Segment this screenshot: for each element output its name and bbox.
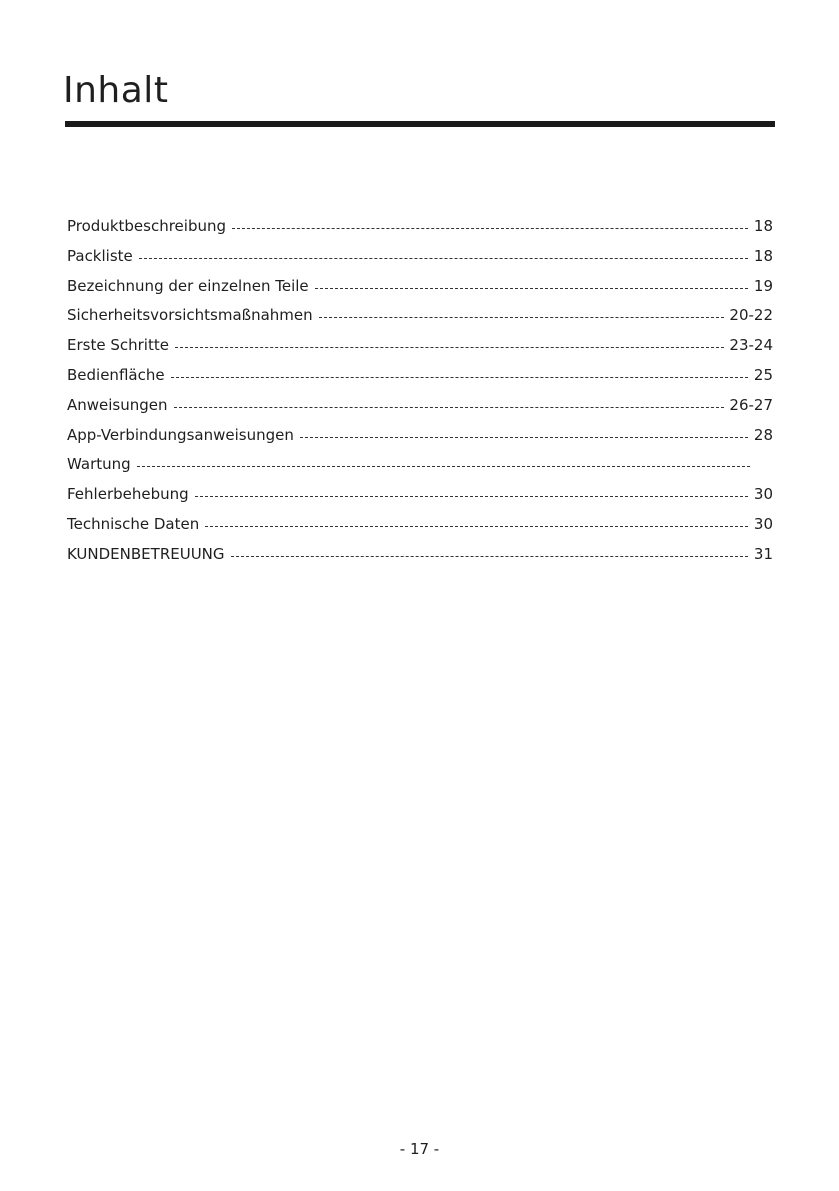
- toc-dot-leader: [315, 288, 748, 289]
- toc-entry-page: 20-22: [729, 306, 773, 325]
- page-title: Inhalt: [63, 70, 169, 111]
- toc-entry-label: Sicherheitsvorsichtsmaßnahmen: [67, 306, 313, 325]
- toc-entry[interactable]: [67, 391, 773, 421]
- toc-entry[interactable]: [67, 510, 773, 540]
- toc-entry-label: App-Verbindungsanweisungen: [67, 425, 294, 444]
- toc-entry-page: 31: [753, 544, 773, 563]
- toc-entry-page: 19: [753, 276, 773, 295]
- toc-dot-leader: [231, 556, 748, 557]
- toc-entry-page: 18: [753, 217, 773, 235]
- toc-entry[interactable]: [67, 301, 773, 331]
- toc-entry-page: 26-27: [729, 395, 773, 414]
- toc-dot-leader: [232, 228, 748, 229]
- toc-entry-label: Wartung: [67, 455, 131, 474]
- toc-entry[interactable]: [67, 242, 773, 272]
- toc-entry-page: 30: [753, 514, 773, 533]
- toc-entry-label: Bedienfläche: [67, 365, 165, 384]
- toc-entry[interactable]: [67, 212, 773, 242]
- toc-entry-page: 28: [753, 425, 773, 444]
- toc-entry-label: Bezeichnung der einzelnen Teile: [67, 276, 309, 295]
- toc-entry[interactable]: [67, 480, 773, 510]
- toc-entry-label: Fehlerbehebung: [67, 485, 189, 504]
- toc-dot-leader: [139, 258, 748, 259]
- toc-dot-leader: [171, 377, 748, 378]
- toc-dot-leader: [195, 496, 748, 497]
- toc-entry[interactable]: [67, 421, 773, 451]
- toc-entry-page: 25: [753, 365, 773, 384]
- toc-dot-leader: [300, 437, 748, 438]
- toc-dot-leader: [137, 466, 750, 467]
- page-number: - 17 -: [399, 1140, 440, 1158]
- toc-dot-leader: [174, 407, 725, 408]
- toc-entry-page: 18: [753, 246, 773, 265]
- toc-dot-leader: [319, 317, 725, 318]
- toc-entry-page: 23-24: [729, 336, 773, 355]
- toc-entry[interactable]: [67, 272, 773, 302]
- toc-entry-label: Erste Schritte: [67, 336, 169, 355]
- toc-entry[interactable]: [67, 361, 773, 391]
- toc-entry-label: Packliste: [67, 246, 133, 265]
- toc-dot-leader: [175, 347, 724, 348]
- toc-entry-label: Anweisungen: [67, 395, 168, 414]
- toc-entry-label: KUNDENBETREUUNG: [67, 544, 225, 563]
- toc-entry-label: Produktbeschreibung: [67, 217, 227, 235]
- toc-entry-page: 30: [753, 485, 773, 504]
- toc-entry[interactable]: [67, 331, 773, 361]
- title-underline: [65, 121, 775, 127]
- toc-dot-leader: [205, 526, 748, 527]
- toc-entry-label: Technische Daten: [67, 514, 200, 533]
- table-of-contents: [67, 212, 773, 570]
- toc-entry[interactable]: [67, 540, 773, 570]
- toc-entry[interactable]: [67, 450, 773, 480]
